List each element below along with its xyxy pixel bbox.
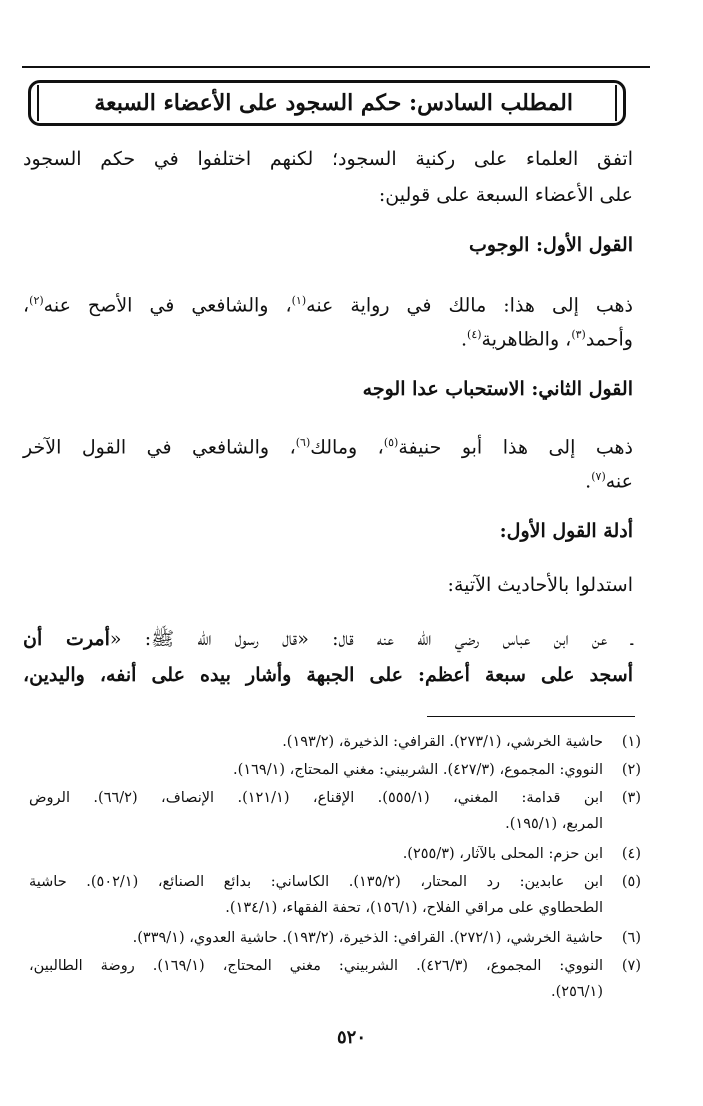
footnote-2: (٢) النووي: المجموع، (٤٢٧/٣). الشربيني: مغني المحتاج، (١٦٩/١).: [233, 762, 641, 778]
footnote-ref-2: (٢): [29, 294, 44, 307]
intro-line-2: على الأعضاء السبعة على قولين:: [378, 184, 633, 206]
second-opinion-line-1: ذهب إلى هذا أبو حنيفة$^{(٥)}$، ومالك$^{(٦)}$، والشافعي في القول الآخر: [23, 436, 633, 459]
footnote-7: (٧) النووي: المجموع، (٤٢٦/٣). الشربيني: مغني المحتاج، (١٦٩/١). روضة الطالبين،: [29, 958, 641, 974]
second-opinion-line-2: عنه$^{(٧)}$.: [585, 470, 633, 493]
footnote-6: (٦) حاشية الخرشي، (٢٧٢/١). القرافي: الذخيرة، (١٩٣/٢). حاشية العدوي، (٣٣٩/١).: [132, 930, 641, 946]
first-opinion-heading: القول الأول: الوجوب: [469, 234, 633, 256]
section-title: المطلب السادس: حكم السجود على الأعضاء السبعة: [94, 90, 573, 116]
evidence-heading: أدلة القول الأول:: [499, 520, 633, 542]
footnote-5: (٥) ابن عابدين: رد المحتار، (١٣٥/٢). الكاساني: بدائع الصنائع، (٥٠٢/١). حاشية: [29, 874, 641, 890]
evidence-intro: استدلوا بالأحاديث الآتية:: [447, 574, 633, 596]
page-number: ٥٢٠: [336, 1027, 366, 1048]
footnote-ref-1: (١): [291, 294, 307, 307]
footnote-1: (١) حاشية الخرشي، (٢٧٣/١). القرافي: الذخيرة، (١٩٣/٢).: [282, 734, 641, 750]
footnote-ref-6: (٦): [295, 436, 311, 449]
footnote-ref-5: (٥): [383, 436, 399, 449]
footnote-7-cont: (٢٥٦/١).: [551, 984, 603, 1000]
footnote-5-cont: الطحطاوي على مراقي الفلاح، (١٥٦/١)، تحفة الفقهاء، (١٣٤/١).: [225, 900, 603, 916]
footnote-4: (٤) ابن حزم: المحلى بالآثار، (٢٥٥/٣).: [402, 846, 641, 862]
hadith-line-2: أسجد على سبعة أعظم: على الجبهة وأشار بيده على أنفه، واليدين،: [23, 664, 633, 686]
first-opinion-line-1: ذهب إلى هذا: مالك في رواية عنه$^{(١)}$، والشافعي في الأصح عنه$^{(٢)}$،: [23, 294, 634, 317]
hadith-line-1: ـ عن ابن عباس رضي الله عنه قال: «قال رسول الله ﷺ: «أمرت أن: [23, 628, 633, 650]
top-rule: [22, 66, 650, 68]
footnote-3: (٣) ابن قدامة: المغني، (٥٥٥/١). الإقناع، (١٢١/١). الإنصاف، (٦٦/٢). الروض: [29, 790, 641, 806]
footnote-ref-7: (٧): [591, 470, 606, 483]
footnote-ref-3: (٣): [571, 328, 586, 341]
footnote-ref-4: (٤): [467, 328, 482, 341]
section-title-box: [28, 80, 626, 126]
footnote-separator: [427, 716, 635, 717]
second-opinion-heading: القول الثاني: الاستحباب عدا الوجه: [362, 378, 633, 400]
footnote-3-cont: المربع، (١٩٥/١).: [505, 816, 603, 832]
intro-line-1: اتفق العلماء على ركنية السجود؛ لكنهم اختلفوا في حكم السجود: [23, 148, 633, 170]
first-opinion-line-2: وأحمد$^{(٣)}$، والظاهرية$^{(٤)}$.: [460, 328, 633, 351]
